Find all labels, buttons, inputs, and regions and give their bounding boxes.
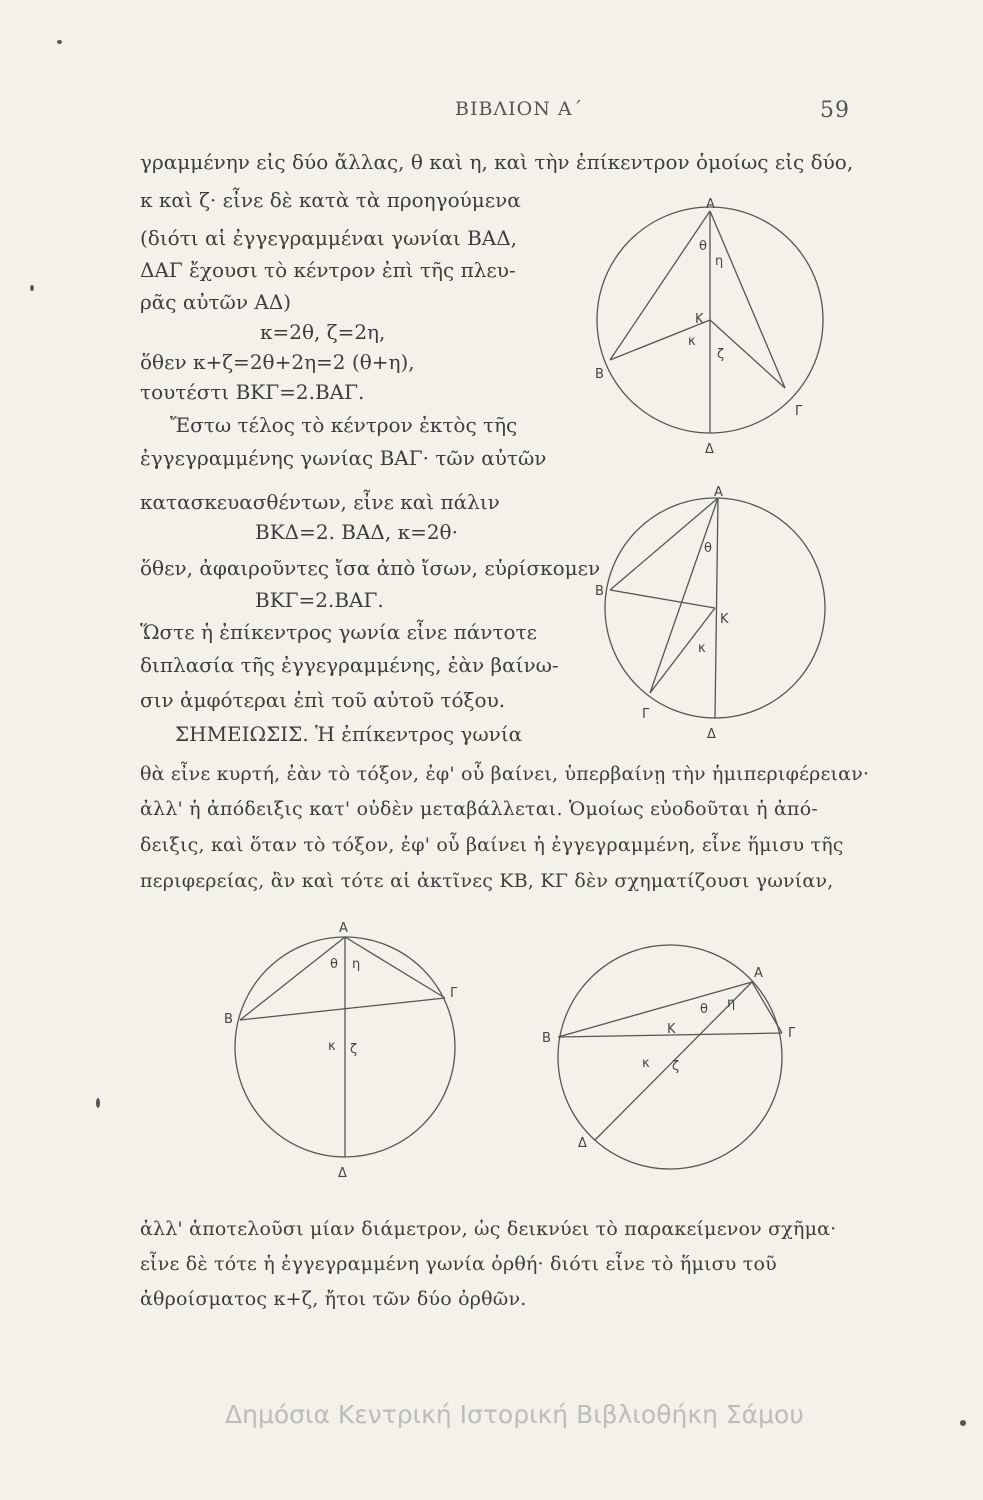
paper-speck	[96, 1098, 100, 1108]
text-line: σιν ἀμφότεραι ἐπὶ τοῦ αὐτοῦ τόξου.	[140, 688, 506, 712]
figure-2-diagram	[580, 480, 840, 745]
text-line: γραμμένην εἰς δύο ἄλλας, θ καὶ η, καὶ τὴν ἐπίκεντρον ὁμοίως εἰς δύο,	[140, 150, 854, 174]
text-line: (διότι αἱ ἐγγεγραμμέναι γωνίαι ΒΑΔ,	[140, 226, 518, 250]
page-number: 59	[820, 98, 850, 123]
text-line: ΔΑΓ ἔχουσι τὸ κέντρον ἐπὶ τῆς πλευ-	[140, 258, 516, 282]
fig4-label-eta: η	[727, 996, 736, 1011]
text-line: δειξις, καὶ ὅταν τὸ τόξον, ἐφ' οὗ βαίνει ἡ ἐγγεγραμμένη, εἶνε ἥμισυ τῆς	[140, 834, 844, 856]
fig3-label-zeta: ζ	[350, 1042, 358, 1057]
fig4-line-AB	[558, 982, 752, 1037]
text-line: κ καὶ ζ· εἶνε δὲ κατὰ τὰ προηγούμενα	[140, 188, 521, 212]
fig1-label-G: Γ	[795, 404, 803, 419]
fig3-label-A: A	[339, 921, 348, 936]
equation-line: τουτέστι ΒΚΓ=2.ΒΑΓ.	[140, 380, 365, 404]
fig1-label-D: Δ	[705, 442, 714, 457]
figure-1-diagram	[575, 195, 835, 465]
fig2-label-B: B	[595, 584, 604, 599]
text-line: ἀθροίσματος κ+ζ, ἤτοι τῶν δύο ὀρθῶν.	[140, 1288, 527, 1310]
fig1-label-theta: θ	[699, 239, 707, 254]
text-line: Ὥστε ἡ ἐπίκεντρος γωνία εἶνε πάντοτε	[140, 620, 537, 644]
fig2-line-KB	[610, 590, 715, 608]
fig3-label-eta: η	[352, 957, 361, 972]
fig3-label-theta: θ	[330, 957, 338, 972]
text-line: Ἔστω τέλος τὸ κέντρον ἐκτὸς τῆς	[170, 413, 518, 437]
text-line: περιφερείας, ἂν καὶ τότε αἱ ἀκτῖνες ΚΒ, ΚΓ δὲν σχηματίζουσι γωνίαν,	[140, 870, 834, 892]
equation-line: ὅθεν κ+ζ=2θ+2η=2 (θ+η),	[140, 350, 415, 374]
equation-line: ΒΚΔ=2. ΒΑΔ, κ=2θ·	[255, 520, 458, 544]
fig4-label-K: K	[667, 1022, 676, 1037]
fig4-line-AG	[752, 982, 782, 1033]
text-line: θὰ εἶνε κυρτή, ἐὰν τὸ τόξον, ἐφ' οὗ βαίνει, ὑπερβαίνῃ τὴν ἡμιπεριφέρειαν·	[140, 763, 870, 785]
paper-speck	[57, 40, 62, 44]
fig1-label-eta: η	[715, 254, 724, 269]
fig1-label-kappa: κ	[688, 334, 696, 349]
fig2-label-A: A	[714, 485, 723, 500]
fig4-label-A: A	[754, 966, 763, 981]
fig4-circle	[558, 945, 782, 1169]
paper-speck	[960, 1420, 966, 1426]
equation-line: ΒΚΓ=2.ΒΑΓ.	[255, 588, 384, 612]
text-line: ρᾶς αὐτῶν ΑΔ)	[140, 290, 292, 314]
text-line: κατασκευασθέντων, εἶνε καὶ πάλιν	[140, 490, 500, 514]
fig3-label-G: Γ	[450, 986, 458, 1001]
fig2-label-G: Γ	[642, 707, 650, 722]
fig1-label-K: K	[695, 312, 704, 327]
fig1-label-zeta: ζ	[717, 347, 725, 362]
fig2-label-theta: θ	[704, 541, 712, 556]
fig2-label-D: Δ	[707, 727, 716, 742]
fig3-label-B: B	[224, 1012, 233, 1027]
text-line: διπλασία τῆς ἐγγεγραμμένης, ἐὰν βαίνω-	[140, 653, 559, 677]
library-watermark: Δημόσια Κεντρική Ιστορική Βιβλιοθήκη Σάμου	[225, 1400, 804, 1429]
fig3-label-kappa: κ	[328, 1039, 336, 1054]
fig3-line-AB	[240, 937, 345, 1020]
equation-line: κ=2θ, ζ=2η,	[260, 320, 386, 344]
text-line: ἀλλ' ἡ ἀπόδειξις κατ' οὐδὲν μεταβάλλεται. Ὁμοίως εὐοδοῦται ἡ ἀπό-	[140, 798, 818, 820]
running-header: ΒΙΒΛΙΟΝ Α΄	[455, 98, 584, 120]
fig4-label-zeta: ζ	[672, 1059, 680, 1074]
text-line: εἶνε δὲ τότε ἡ ἐγγεγραμμένη γωνία ὀρθή· διότι εἶνε τὸ ἥμισυ τοῦ	[140, 1253, 777, 1275]
fig4-label-kappa: κ	[642, 1056, 650, 1071]
fig1-label-A: A	[706, 197, 715, 212]
fig3-label-D: Δ	[338, 1166, 347, 1181]
fig2-label-K: K	[720, 612, 729, 627]
fig4-label-G: Γ	[788, 1026, 796, 1041]
fig2-label-kappa: κ	[698, 641, 706, 656]
figure-3-diagram	[220, 915, 470, 1190]
text-line: ἀλλ' ἀποτελοῦσι μίαν διάμετρον, ὡς δεικνύει τὸ παρακείμενον σχῆμα·	[140, 1218, 837, 1240]
fig1-label-B: B	[595, 367, 604, 382]
text-line: ὅθεν, ἀφαιροῦντες ἴσα ἀπὸ ἴσων, εὑρίσκομεν	[140, 556, 601, 580]
paper-speck	[30, 285, 34, 291]
fig4-label-theta: θ	[700, 1002, 708, 1017]
fig3-line-BG	[240, 998, 445, 1020]
figure-4-diagram	[540, 955, 830, 1180]
fig4-label-B: B	[542, 1031, 551, 1046]
note-heading-line: ΣΗΜΕΙΩΣΙΣ. Ἡ ἐπίκεντρος γωνία	[175, 722, 523, 746]
fig2-line-AD	[715, 498, 718, 718]
fig4-label-D: Δ	[578, 1136, 587, 1151]
text-line: ἐγγεγραμμένης γωνίας ΒΑΓ· τῶν αὐτῶν	[140, 446, 547, 470]
